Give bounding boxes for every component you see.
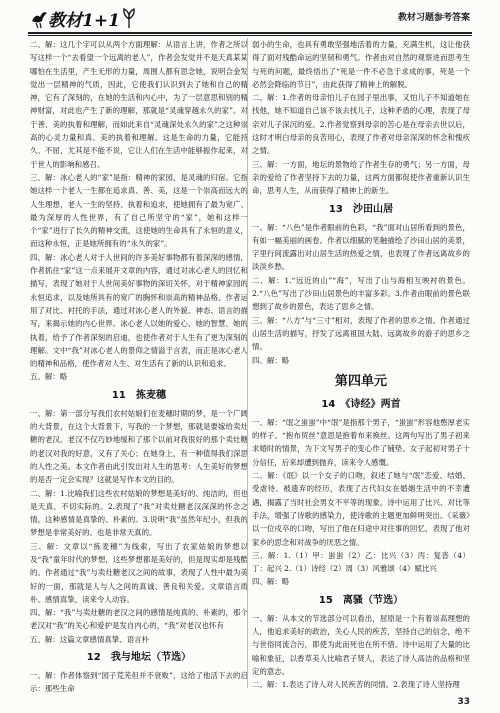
answer-paragraph: 五、解：这篇文章感情真挚、语言朴 — [30, 634, 150, 644]
section-title-11: 11 拣麦穗 — [111, 389, 167, 401]
answer-paragraph: 三、解：一方面，地坛的景物给了作者生存的勇气；另一方面，母亲的爱给了作者坚持下去的力量，这两方面都促使作者重新认识生命，思考人生，从而获得了精神上的新生。 — [252, 159, 470, 196]
unit-title: 第四单元 — [334, 373, 388, 389]
right-column — [252, 38, 470, 691]
header-rule — [28, 32, 472, 34]
column-divider — [247, 38, 248, 688]
section-title-13: 13 沙田山居 — [328, 203, 394, 215]
leaf-icon — [120, 7, 138, 29]
answer-paragraph: 三、解：“八方”与“三寸”相对，表现了作者的思乡之情。作者通过山居生活的描写，抒发了远离祖国大陆、远离故乡的游子的思乡之情。 — [252, 315, 470, 352]
left-column — [30, 38, 248, 696]
answer-paragraph: 二、解：1.表达了诗人对人民疾苦的同情。2.表现了诗人坚持理 — [252, 680, 460, 690]
answer-paragraph: 弱小的生命，也具有勇敢坚强地活着的力量，充满生机，这让他获得了面对残酷命运的坚韧和勇气。作者由对自然的观察进而思考生与死的问题，最终悟出了“死是一件不必急于求成的事，死是一个必然会降临的节日”，由此获得了精神上的解脱。 — [252, 40, 470, 89]
answer-paragraph: 一、解：从本文的节选部分可以看出，屈原是一个有着崇高理想的人，他追求美好的政治，关心人民的疾苦，坚持自己的信念，绝不与世俗同流合污，即使为此而死也在所不惜。诗中运用了大量的比喻和象征，以香草美人比喻君子贤人，表达了诗人高洁的品格和坚定的意志。 — [252, 613, 470, 676]
answer-paragraph: 二、解：1.比喻我们这些农村姑娘的梦想是美好的、纯洁的，但也是天真、不切实际的。2.表现了“我”对卖灶糖老汉深深的怀念之情。这种感情是真挚的、朴素的。3.说明“我”虽然年纪小，但我的梦想是非常美好的、也是非常天真的。 — [30, 488, 248, 538]
section-title-14: 14 《诗经》两首 — [321, 398, 401, 410]
answer-paragraph: 二、解：《氓》以一个女子的口吻，叙述了她与“氓”恋爱、结婚、受虐待、被遗弃的经历，表现了古代妇女在婚姻生活中的不幸遭遇，揭露了当时社会男女不平等的现象。诗中运用了比兴、对比等手法，增强了诗歌的感染力，使诗歌的主题更加鲜明突出。《采薇》以一位戍卒的口吻，写出了他在归途中对往事的回忆，表现了他对家乡的思念和对战争的厌恶之情。 — [252, 471, 470, 547]
header-subtitle: 教材习题参考答案 — [397, 13, 470, 23]
header-rule-thin — [28, 35, 472, 36]
section-title-15: 15 离骚（节选） — [318, 594, 404, 606]
answer-paragraph: 四、解：略 — [252, 355, 290, 365]
page-header — [0, 0, 500, 34]
answer-paragraph: 三、解：1.（1）甲：蚩蚩（2）乙：比兴（3）丙：复沓（4）丁：起兴 2.（1）诗经（2）周（3）风雅颂（4）赋比兴 — [252, 550, 470, 574]
answer-paragraph: 四、解：略 — [252, 577, 290, 587]
answer-paragraph: 五、解：略 — [30, 372, 68, 382]
bird-icon — [30, 7, 48, 29]
answer-paragraph: 二、解：1.作者的母亲怕儿子在园子里出事，又怕儿子不知道她在找他，她不知道自己该不该去找儿子，这种矛盾的心理，表现了母亲对儿子深沉的爱。2.作者觉察到母亲的苦心是在母亲去世以后，这时才明白母亲的良苦用心，表现了作者对母亲深深的怀念和愧疚之情。 — [252, 93, 470, 156]
answer-paragraph: 四、解：冰心老人对于人世间的许多美好事物都有着深深的感情，作者抓住“家”这一点来展开文章的内容，通过对冰心老人的回忆和描写，表现了她对于人世间美好事物的深切关怀，对于精神家园的永恒追求，以及她所具有的宽广的胸怀和崇高的精神品格。作者运用了对比、衬托的手法，通过对冰心老人的外貌、神态、语言的描写，来揭示她的内心世界。冰心老人以她的爱心、她的智慧、她的执着，给予了作者深刻的启迪，也使作者对于人生有了更为深刻的理解。文中“我”对冰心老人的景仰之情溢于言表，而正是冰心老人的精神和品格，使作者对人生、对生活有了新的认识和追求。 — [30, 252, 248, 369]
section-title-12: 12 我与地坛（节选） — [86, 652, 192, 664]
answer-paragraph: 二、解：这几个字可以从两个方面理解：从语言上讲，作者之所以写这样一个“去看望一个远离的老人”，作者会发觉并不是天真某某哪怕在生活里，产生无形的力量，周围人都有思念她，说明合金发觉出一层精神的气质，因此，它使我们认识到去了她和自己的精神，它有了深刻的，在她的生活和内心中，为了一层意思和别的精神财富，对此也产生了新的理解，那就是“灵魂穿越永久的家”。对于善、美的执着和理解，而如此来自“灵魂深处永久的家”之这种崇高的心灵力量和真、美的执着和理解。这是生命的力量，它能持久、不屈，尤其是不能不说，它让人们在生活中能够振作起来，对于世人的影响和感召。 — [30, 40, 248, 169]
answer-paragraph: 一、解：“氓之蚩蚩”中“氓”是指那个男子，“蚩蚩”形容他憨厚老实的样子。“抱布贸丝”意思是抱着布来换丝。这两句写出了男子初来求婚时的情景，为下文写男子的变心作了铺垫。女子起初对男子十分信任，后来却遭到抛弃，读来令人感慨。 — [252, 417, 470, 467]
logo-text: 教材1+1 — [48, 10, 120, 31]
answer-paragraph: 三、解：冰心老人的“家”是指：精神的家园，是灵魂的归宿。它指她这样一个老人一生都在追求真、善、美，这是一个崇高而远大的人生理想，老人一生的坚持、执着和追求，使她拥有了最为宽广、最为深厚的人性世界，有了自己所坚守的“家”，她和这样一个“家”进行了长久的精神交流，这使她的生命具有了永恒的意义，而这种永恒，正是她所拥有的“永久的家”。 — [30, 172, 248, 249]
answer-paragraph: 三、解：文章以“拣麦穗”为线索，写出了农家姑娘的梦想以及“我”童年时代的梦想，这些梦想都是美好的，但是现实却是残酷的。作者通过“我”与卖灶糖老汉之间的故事，表现了人性中最为美好的一面，那就是人与人之间的真诚、善良和关爱。文章语言质朴、感情真挚，读来令人动容。 — [30, 541, 248, 604]
answer-paragraph: 一、解：第一部分写我们农村姑娘们在麦穗时期的梦，是一个广阔的大背景，在这个大背景下，写我的一个梦想，那就是要嫁给卖灶糖的老汉。老汉不仅巧妙地缓和了那个以前对我很好的那个卖灶糖的老汉对我的好意，又有了关心；在她身上，有一种值得我们深思的人性之美。本文作者由此引发出对人生的思考：人生美好的梦想的是否一定会实现？这就是写作本文的目的。 — [30, 408, 248, 485]
answer-paragraph: 一、解：“八色”是作者眼前的色彩，“我”面对山居所看到的景色，有如一幅美丽的画卷。作者以细腻的笔触描绘了沙田山居的美景，字里行间流露出对山居生活的热爱之情，也表现了作者远离故乡的淡淡乡愁。 — [252, 222, 470, 272]
answer-paragraph: 一、解：作者体察到“园子荒芜但并不衰败”，这给了他活下去的启示：那些生命 — [30, 671, 248, 694]
page-number: 33 — [457, 697, 470, 707]
answer-paragraph: 二、解：1.“远近的山”“海”，写出了山与海相互映衬的景色。2.“八色”写出了沙田山居景色的丰富多彩。3.作者由眼前的景色联想到了故乡的景色，表达了思乡之情。 — [252, 275, 470, 312]
book-logo — [30, 6, 138, 30]
answer-paragraph: 四、解：“我”与卖灶糖的老汉之间的感情是纯真的、朴素的，那个老汉对“我”的关心和爱护是发自内心的，“我”对老汉也怀有 — [30, 608, 248, 631]
